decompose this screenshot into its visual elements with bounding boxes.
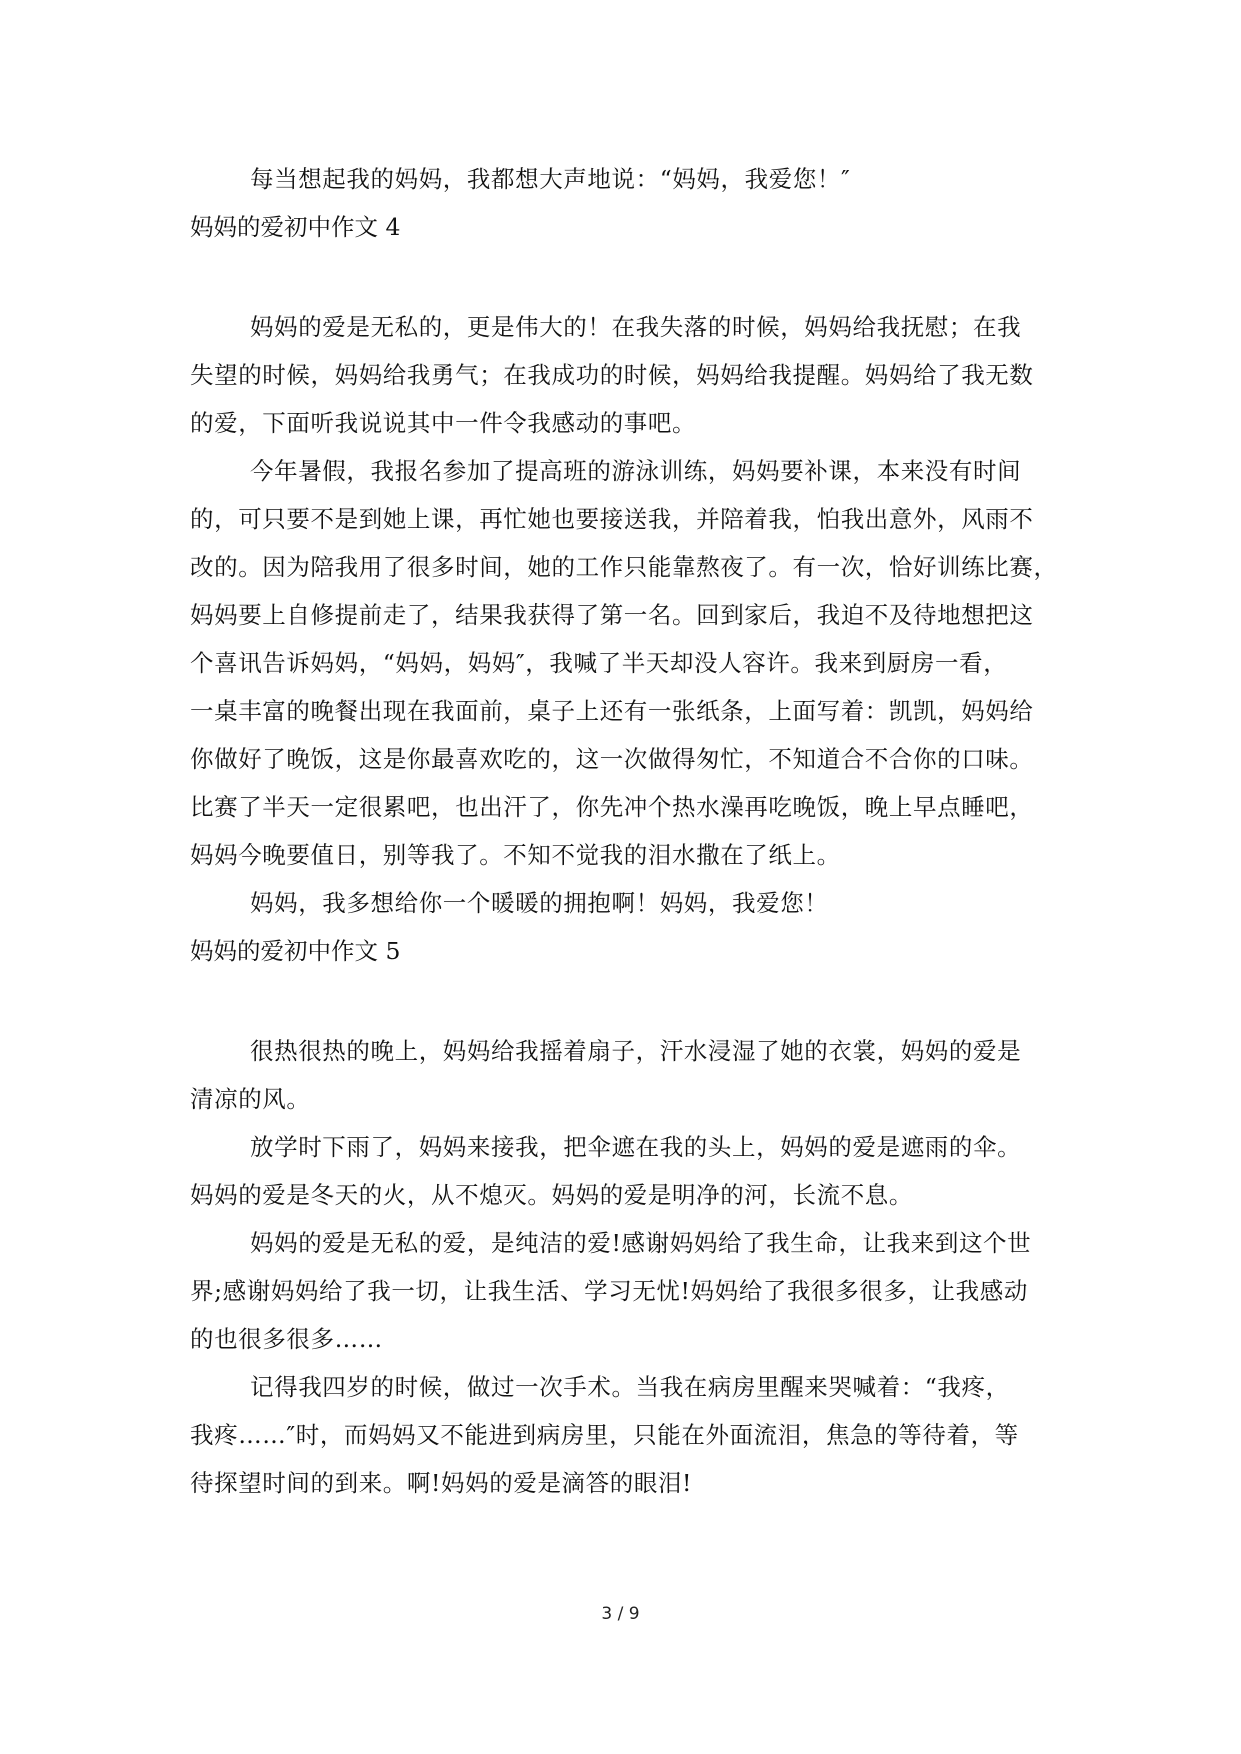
paragraph-line: 个喜讯告诉妈妈，“妈妈，妈妈″，我喊了半天却没人容许。我来到厨房一看， — [190, 649, 1008, 677]
paragraph-line: 记得我四岁的时候，做过一次手术。当我在病房里醒来哭喊着：“我疼， — [250, 1373, 1010, 1401]
paragraph-line: 一桌丰富的晚餐出现在我面前，桌子上还有一张纸条，上面写着：凯凯，妈妈给 — [190, 697, 1034, 725]
page-number: 3 / 9 — [601, 1604, 640, 1624]
paragraph-line: 的也很多很多…… — [190, 1325, 383, 1353]
paragraph-line: 放学时下雨了，妈妈来接我，把伞遮在我的头上，妈妈的爱是遮雨的伞。 — [250, 1133, 1022, 1161]
section-heading: 妈妈的爱初中作文 4 — [190, 213, 401, 241]
paragraph-line: 妈妈的爱是无私的爱，是纯洁的爱!感谢妈妈给了我生命，让我来到这个世 — [250, 1229, 1032, 1257]
paragraph-line: 妈妈，我多想给你一个暖暖的拥抱啊！妈妈，我爱您！ — [250, 889, 829, 917]
paragraph-line: 的，可只要不是到她上课，再忙她也要接送我，并陪着我，怕我出意外，风雨不 — [190, 505, 1034, 533]
paragraph-line: 每当想起我的妈妈，我都想大声地说：“妈妈，我爱您！″ — [250, 165, 851, 193]
section-heading: 妈妈的爱初中作文 5 — [190, 937, 401, 965]
paragraph-line: 妈妈的爱是无私的，更是伟大的！在我失落的时候，妈妈给我抚慰；在我 — [250, 313, 1022, 341]
paragraph-line: 比赛了半天一定很累吧，也出汗了，你先冲个热水澡再吃晚饭，晚上早点睡吧， — [190, 793, 1034, 821]
paragraph-line: 今年暑假，我报名参加了提高班的游泳训练，妈妈要补课，本来没有时间 — [250, 457, 1022, 485]
paragraph-line: 失望的时候，妈妈给我勇气；在我成功的时候，妈妈给我提醒。妈妈给了我无数 — [190, 361, 1034, 389]
blank-line — [190, 975, 1052, 1027]
paragraph-line: 妈妈今晚要值日，别等我了。不知不觉我的泪水撒在了纸上。 — [190, 841, 841, 869]
paragraph-line: 你做好了晚饭，这是你最喜欢吃的，这一次做得匆忙，不知道合不合你的口味。 — [190, 745, 1034, 773]
paragraph-line: 妈妈要上自修提前走了，结果我获得了第一名。回到家后，我迫不及待地想把这 — [190, 601, 1034, 629]
paragraph-line: 我疼……″时，而妈妈又不能进到病房里，只能在外面流泪，焦急的等待着，等 — [190, 1421, 1019, 1449]
document-body — [190, 155, 1058, 1507]
blank-line — [190, 251, 1052, 303]
paragraph-line: 很热很热的晚上，妈妈给我摇着扇子，汗水浸湿了她的衣裳，妈妈的爱是 — [250, 1037, 1022, 1065]
paragraph-line: 待探望时间的到来。啊!妈妈的爱是滴答的眼泪! — [190, 1469, 693, 1497]
paragraph-line: 的爱，下面听我说说其中一件令我感动的事吧。 — [190, 409, 697, 437]
paragraph-line: 改的。因为陪我用了很多时间，她的工作只能靠熬夜了。有一次，恰好训练比赛， — [190, 553, 1058, 581]
paragraph-line: 界;感谢妈妈给了我一切，让我生活、学习无忧!妈妈给了我很多很多，让我感动 — [190, 1277, 1028, 1305]
paragraph-line: 清凉的风。 — [190, 1085, 311, 1113]
paragraph-line: 妈妈的爱是冬天的火，从不熄灭。妈妈的爱是明净的河，长流不息。 — [190, 1181, 913, 1209]
